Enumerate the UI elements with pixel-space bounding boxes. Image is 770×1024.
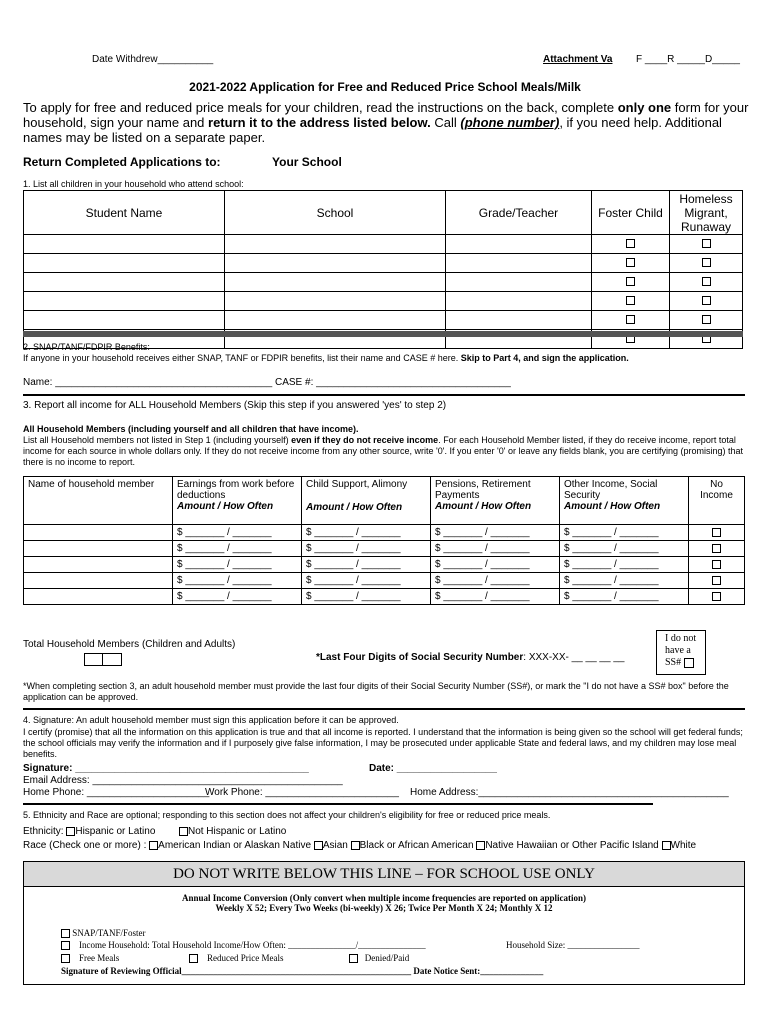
other-income-input[interactable]: $ _______ / _______ [560,525,689,541]
col-student-name: Student Name [24,191,225,235]
free-meals-option: Free Meals [61,953,119,963]
return-label: Return Completed Applications to: [23,155,221,169]
child-support-input[interactable]: $ _______ / _______ [302,525,431,541]
earnings-input[interactable]: $ _______ / _______ [173,573,302,589]
step2-text: If anyone in your household receives either SNAP, TANF or FDPIR benefits, list their name and CASE # here. Skip to Part 4, and sign the application. [23,353,629,363]
income-row[interactable] [24,525,745,541]
total-members-input[interactable] [84,653,122,666]
no-income-checkbox[interactable] [712,576,721,585]
step1-label: 1. List all children in your household who attend school: [23,179,244,189]
step3-text: List all Household members not listed in Step 1 (including yourself) even if they do not receive income. For each Household Member listed, if they do receive income, report total income for each source in whole dollars only. If they do not receive income from any other source, write '0'. If you enter '0' or leave any fields blank, you are certifying (promising) that there is no income to report. [23,435,744,467]
step4-heading: 4. Signature: An adult household member must sign this application before it can be approved. [23,715,399,725]
income-table [23,476,745,605]
race-row: Race (Check one or more) : American Indian or Alaskan Native Asian Black or African American Native Hawaiian or Other Pacific Island White [23,840,697,851]
homeless-checkbox[interactable] [702,315,711,324]
step5-heading: 5. Ethnicity and Race are optional; responding to this section does not affect your children's eligibility for free or reduced price meals. [23,810,551,820]
conversion-line-2: Weekly X 52; Every Two Weeks (bi-weekly) X 26; Twice Per Month X 24; Monthly X 12 [215,903,553,913]
reviewing-official-signature[interactable]: Signature of Reviewing Official___________________________________________________ Date Notice Sent:______________ [61,966,544,976]
work-phone-field[interactable]: Work Phone: ________________________ [205,787,399,798]
school-use-box [23,861,745,985]
grade-input[interactable] [446,311,592,330]
pensions-input[interactable]: $ _______ / _______ [431,589,560,605]
hispanic-checkbox[interactable] [66,827,75,836]
form-title: 2021-2022 Application for Free and Reduced Price School Meals/Milk [189,80,581,94]
home-phone-field[interactable]: Home Phone: ______________________ [23,787,210,798]
col-member-name: Name of household member [24,477,173,525]
foster-checkbox[interactable] [626,277,635,286]
step2-case-field[interactable]: CASE #: ___________________________________ [275,377,511,388]
member-name-input[interactable] [24,589,173,605]
foster-checkbox[interactable] [626,239,635,248]
income-row[interactable] [24,573,745,589]
school-input[interactable] [225,311,446,330]
student-name-input[interactable] [24,311,225,330]
child-row[interactable] [24,254,743,273]
other-income-input[interactable]: $ _______ / _______ [560,573,689,589]
earnings-input[interactable]: $ _______ / _______ [173,541,302,557]
pensions-input[interactable]: $ _______ / _______ [431,541,560,557]
pensions-input[interactable]: $ _______ / _______ [431,557,560,573]
frd-field: F ____R _____D_____ [636,54,740,65]
no-ssn-box: I do not have a SS# [656,630,706,675]
phone-number: (phone number) [460,115,560,130]
race-checkbox-black[interactable] [351,841,360,850]
child-support-input[interactable]: $ _______ / _______ [302,573,431,589]
race-checkbox-asian[interactable] [314,841,323,850]
child-row[interactable] [24,292,743,311]
return-school: Your School [272,155,342,169]
ssn-note: *When completing section 3, an adult household member must provide the last four digits of their Social Security Number (SS#), or mark the "I do not have a SS# box" before the application can be approved. [23,681,729,702]
grade-input[interactable] [446,235,592,254]
step3-heading: 3. Report all income for ALL Household Members (Skip this step if you answered 'yes' to step 2) [23,400,447,411]
denied-checkbox[interactable] [349,954,358,963]
col-no-income: No Income [689,477,745,525]
child-support-input[interactable]: $ _______ / _______ [302,589,431,605]
reduced-meals-option: Reduced Price Meals [189,953,283,963]
member-name-input[interactable] [24,557,173,573]
income-row[interactable] [24,589,745,605]
race-checkbox-white[interactable] [662,841,671,850]
member-name-input[interactable] [24,541,173,557]
divider [23,803,653,805]
reduced-meals-checkbox[interactable] [189,954,198,963]
homeless-checkbox[interactable] [702,277,711,286]
child-row[interactable] [24,235,743,254]
grade-input[interactable] [446,254,592,273]
homeless-checkbox[interactable] [702,296,711,305]
col-foster-child: Foster Child [592,191,670,235]
member-name-input[interactable] [24,573,173,589]
household-size-field[interactable]: Household Size: ________________ [506,940,640,950]
homeless-checkbox[interactable] [702,239,711,248]
col-child-support: Child Support, Alimony Amount / How Often [302,477,431,525]
denied-option: Denied/Paid [349,953,409,963]
signature-field[interactable]: Signature: __________________________________________ [23,763,309,774]
grade-input[interactable] [446,273,592,292]
other-income-input[interactable]: $ _______ / _______ [560,589,689,605]
intro-paragraph: To apply for free and reduced price meals for your children, read the instructions on the back, complete only one form for your household, sign your name and return it to the address listed below. Call (phone number), if you need help. Additional names may be listed on a separate paper. [23,100,749,145]
no-income-checkbox[interactable] [712,528,721,537]
home-address-field[interactable]: Home Address:_____________________________________________ [410,787,729,798]
school-input[interactable] [225,235,446,254]
divider [23,394,745,396]
col-earnings: Earnings from work before deductions Amount / How Often [173,477,302,525]
race-checkbox-hawaiian[interactable] [476,841,485,850]
snap-option: SNAP/TANF/Foster [61,928,146,938]
step3-bold-line: All Household Members (including yourself and all children that have income). [23,424,359,434]
school-input[interactable] [225,254,446,273]
income-household-option: Income Household: Total Household Income/How Often: _______________/_______________ [61,940,426,950]
step2-name-field[interactable]: Name: _______________________________________ [23,377,273,388]
earnings-input[interactable]: $ _______ / _______ [173,557,302,573]
child-row[interactable] [24,311,743,330]
race-checkbox-american-indian[interactable] [149,841,158,850]
col-other-income: Other Income, Social Security Amount / How Often [560,477,689,525]
other-income-input[interactable]: $ _______ / _______ [560,541,689,557]
divider [23,708,745,710]
ethnicity-row: Ethnicity: Hispanic or Latino Not Hispanic or Latino [23,826,287,837]
member-name-input[interactable] [24,525,173,541]
earnings-input[interactable]: $ _______ / _______ [173,589,302,605]
school-use-banner: DO NOT WRITE BELOW THIS LINE – FOR SCHOOL USE ONLY [24,862,744,887]
child-support-input[interactable]: $ _______ / _______ [302,541,431,557]
total-members-label: Total Household Members (Children and Adults) [23,639,236,650]
certify-text: I certify (promise) that all the information on this application is true and that all income is reported. I understand that the information is being given so the school will get federal funds; the school officials may verify the information and if I purposely give false information, I may be prosecuted under applicable State and federal laws, and my children may lose meal benefits. [23,727,743,759]
child-row[interactable] [24,273,743,292]
no-income-checkbox[interactable] [712,544,721,553]
earnings-input[interactable]: $ _______ / _______ [173,525,302,541]
date-withdrew: Date Withdrew__________ [92,54,214,65]
ssn-field[interactable]: *Last Four Digits of Social Security Number: XXX-XX- __ __ __ __ [316,652,625,663]
student-name-input[interactable] [24,292,225,311]
income-row[interactable] [24,557,745,573]
other-income-input[interactable]: $ _______ / _______ [560,557,689,573]
children-table [23,190,743,349]
step2-heading: 2. SNAP/TANF/FDPIR Benefits: [23,342,150,352]
child-support-input[interactable]: $ _______ / _______ [302,557,431,573]
pensions-input[interactable]: $ _______ / _______ [431,525,560,541]
foster-checkbox[interactable] [626,315,635,324]
section-divider [23,331,743,337]
col-pensions: Pensions, Retirement Payments Amount / How Often [431,477,560,525]
col-homeless: Homeless Migrant, Runaway [670,191,743,235]
grade-input[interactable] [446,292,592,311]
income-household-checkbox[interactable] [61,941,70,950]
school-input[interactable] [225,273,446,292]
student-name-input[interactable] [24,273,225,292]
student-name-input[interactable] [24,254,225,273]
no-income-checkbox[interactable] [712,560,721,569]
no-ssn-checkbox[interactable] [684,658,694,668]
snap-checkbox[interactable] [61,929,70,938]
no-income-checkbox[interactable] [712,592,721,601]
foster-checkbox[interactable] [626,296,635,305]
foster-checkbox[interactable] [626,258,635,267]
col-grade-teacher: Grade/Teacher [446,191,592,235]
not-hispanic-checkbox[interactable] [179,827,188,836]
school-input[interactable] [225,292,446,311]
homeless-checkbox[interactable] [702,258,711,267]
pensions-input[interactable]: $ _______ / _______ [431,573,560,589]
email-field[interactable]: Email Address: _____________________________________________ [23,775,343,786]
conversion-line-1: Annual Income Conversion (Only convert when multiple income frequencies are reported on application) [182,893,586,903]
income-row[interactable] [24,541,745,557]
free-meals-checkbox[interactable] [61,954,70,963]
col-school: School [225,191,446,235]
attachment-label: Attachment Va [543,54,613,65]
date-field[interactable]: Date: __________________ [369,763,497,774]
student-name-input[interactable] [24,235,225,254]
